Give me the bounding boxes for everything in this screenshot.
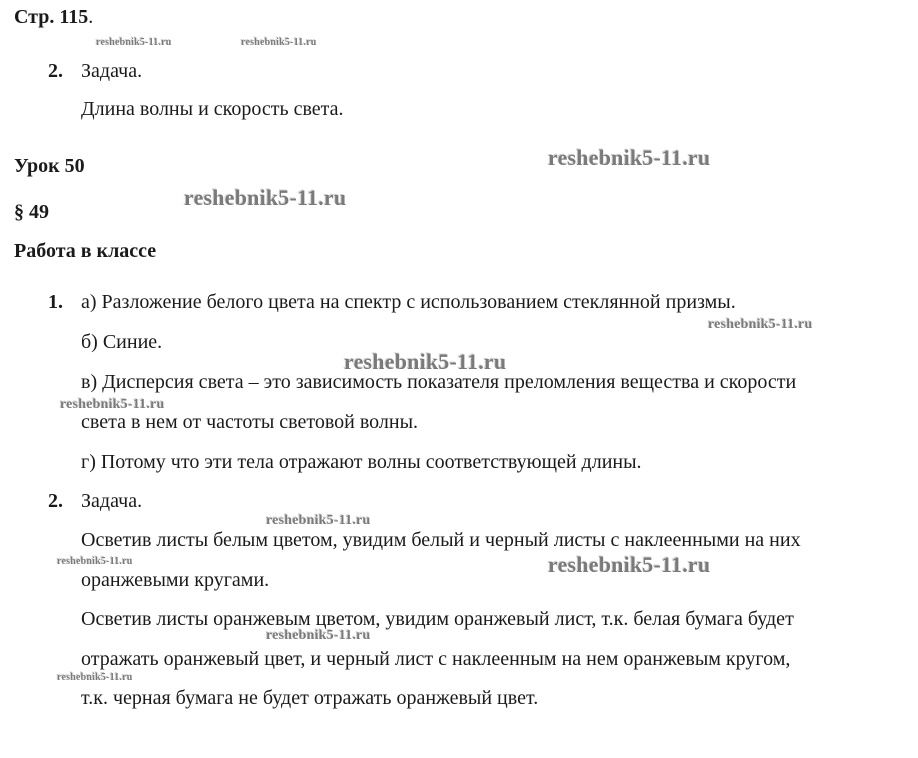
subtitle-heading: Работа в классе [14, 240, 157, 262]
answer-v-line2: света в нем от частоты световой волны. [81, 411, 419, 433]
task-label: Задача. [81, 490, 143, 512]
page-reference-text: Стр. 115 [14, 6, 89, 28]
watermark: reshebnik5-11.ru [708, 317, 813, 332]
item-number: 2. [48, 490, 63, 512]
watermark: reshebnik5-11.ru [241, 37, 317, 48]
watermark: reshebnik5-11.ru [57, 672, 133, 683]
watermark: reshebnik5-11.ru [266, 628, 371, 643]
lesson-heading: Урок 50 [14, 155, 85, 177]
page-reference [14, 6, 93, 29]
watermark: reshebnik5-11.ru [184, 185, 347, 210]
watermark: reshebnik5-11.ru [57, 556, 133, 567]
paragraph-line: оранжевыми кругами. [81, 569, 270, 591]
item-number: 1. [48, 291, 63, 313]
watermark: reshebnik5-11.ru [548, 145, 711, 170]
section-heading: § 49 [14, 201, 49, 223]
item-number: 2. [48, 60, 63, 82]
watermark: reshebnik5-11.ru [548, 552, 711, 577]
paragraph-line: Осветив листы оранжевым цветом, увидим оранжевый лист, т.к. белая бумага будет [81, 608, 794, 630]
paragraph-line: Осветив листы белым цветом, увидим белый и черный листы с наклеенными на них [81, 529, 801, 551]
paragraph-line: отражать оранжевый цвет, и черный лист с наклеенным на нем оранжевым кругом, [81, 648, 791, 670]
watermark: reshebnik5-11.ru [96, 37, 172, 48]
page-reference-dot: . [88, 6, 94, 28]
watermark: reshebnik5-11.ru [266, 513, 371, 528]
watermark: reshebnik5-11.ru [60, 397, 165, 412]
watermark: reshebnik5-11.ru [344, 349, 507, 374]
answer-v-line1: в) Дисперсия света – это зависимость показателя преломления вещества и скорости [81, 371, 797, 393]
paragraph-line: т.к. черная бумага не будет отражать оранжевый цвет. [81, 687, 539, 709]
task-answer: Длина волны и скорость света. [81, 98, 344, 120]
task-label: Задача. [81, 60, 143, 82]
answer-b: б) Синие. [81, 331, 163, 353]
answer-g: г) Потому что эти тела отражают волны соответствующей длины. [81, 451, 642, 473]
answer-a: а) Разложение белого цвета на спектр с использованием стеклянной призмы. [81, 291, 736, 313]
